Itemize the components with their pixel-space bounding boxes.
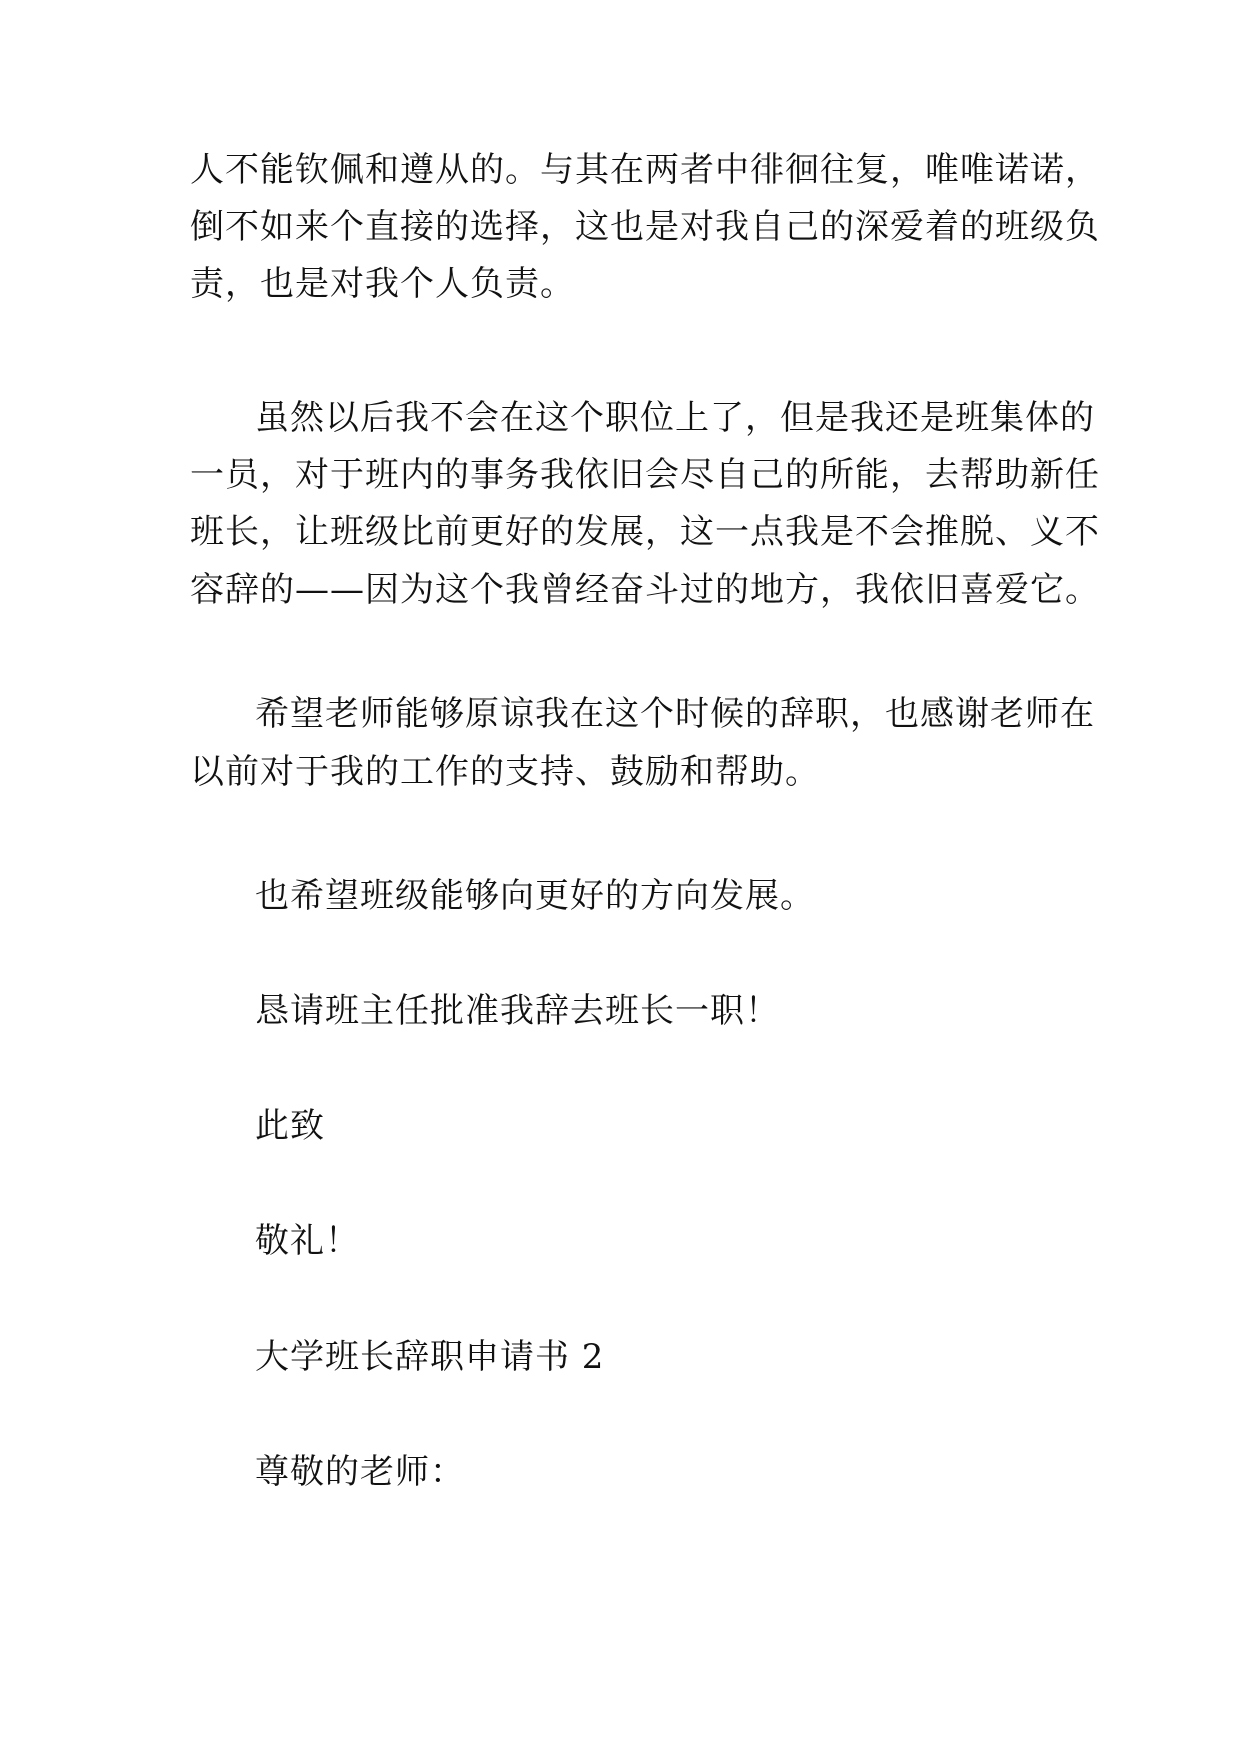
closing-salute: 敬礼！	[255, 1221, 360, 1261]
text-line: 希望老师能够原谅我在这个时候的辞职，也感谢老师在	[255, 694, 1095, 734]
paragraph-5: 恳请班主任批准我辞去班长一职！	[255, 991, 780, 1031]
text-line: 虽然以后我不会在这个职位上了，但是我还是班集体的	[255, 398, 1095, 438]
section-title: 大学班长辞职申请书 2	[255, 1337, 605, 1377]
salutation: 尊敬的老师：	[255, 1452, 465, 1492]
text-line: 以前对于我的工作的支持、鼓励和帮助。	[190, 752, 820, 792]
paragraph-4: 也希望班级能够向更好的方向发展。	[255, 876, 815, 916]
text-line: 责，也是对我个人负责。	[190, 264, 575, 304]
text-line: 容辞的——因为这个我曾经奋斗过的地方，我依旧喜爱它。	[190, 570, 1100, 610]
closing-regards: 此致	[255, 1106, 325, 1146]
text-line: 人不能钦佩和遵从的。与其在两者中徘徊往复，唯唯诺诺，	[190, 150, 1100, 190]
text-line: 倒不如来个直接的选择，这也是对我自己的深爱着的班级负	[190, 207, 1100, 247]
text-line: 一员，对于班内的事务我依旧会尽自己的所能，去帮助新任	[190, 455, 1100, 495]
text-line: 班长，让班级比前更好的发展，这一点我是不会推脱、义不	[190, 512, 1100, 552]
